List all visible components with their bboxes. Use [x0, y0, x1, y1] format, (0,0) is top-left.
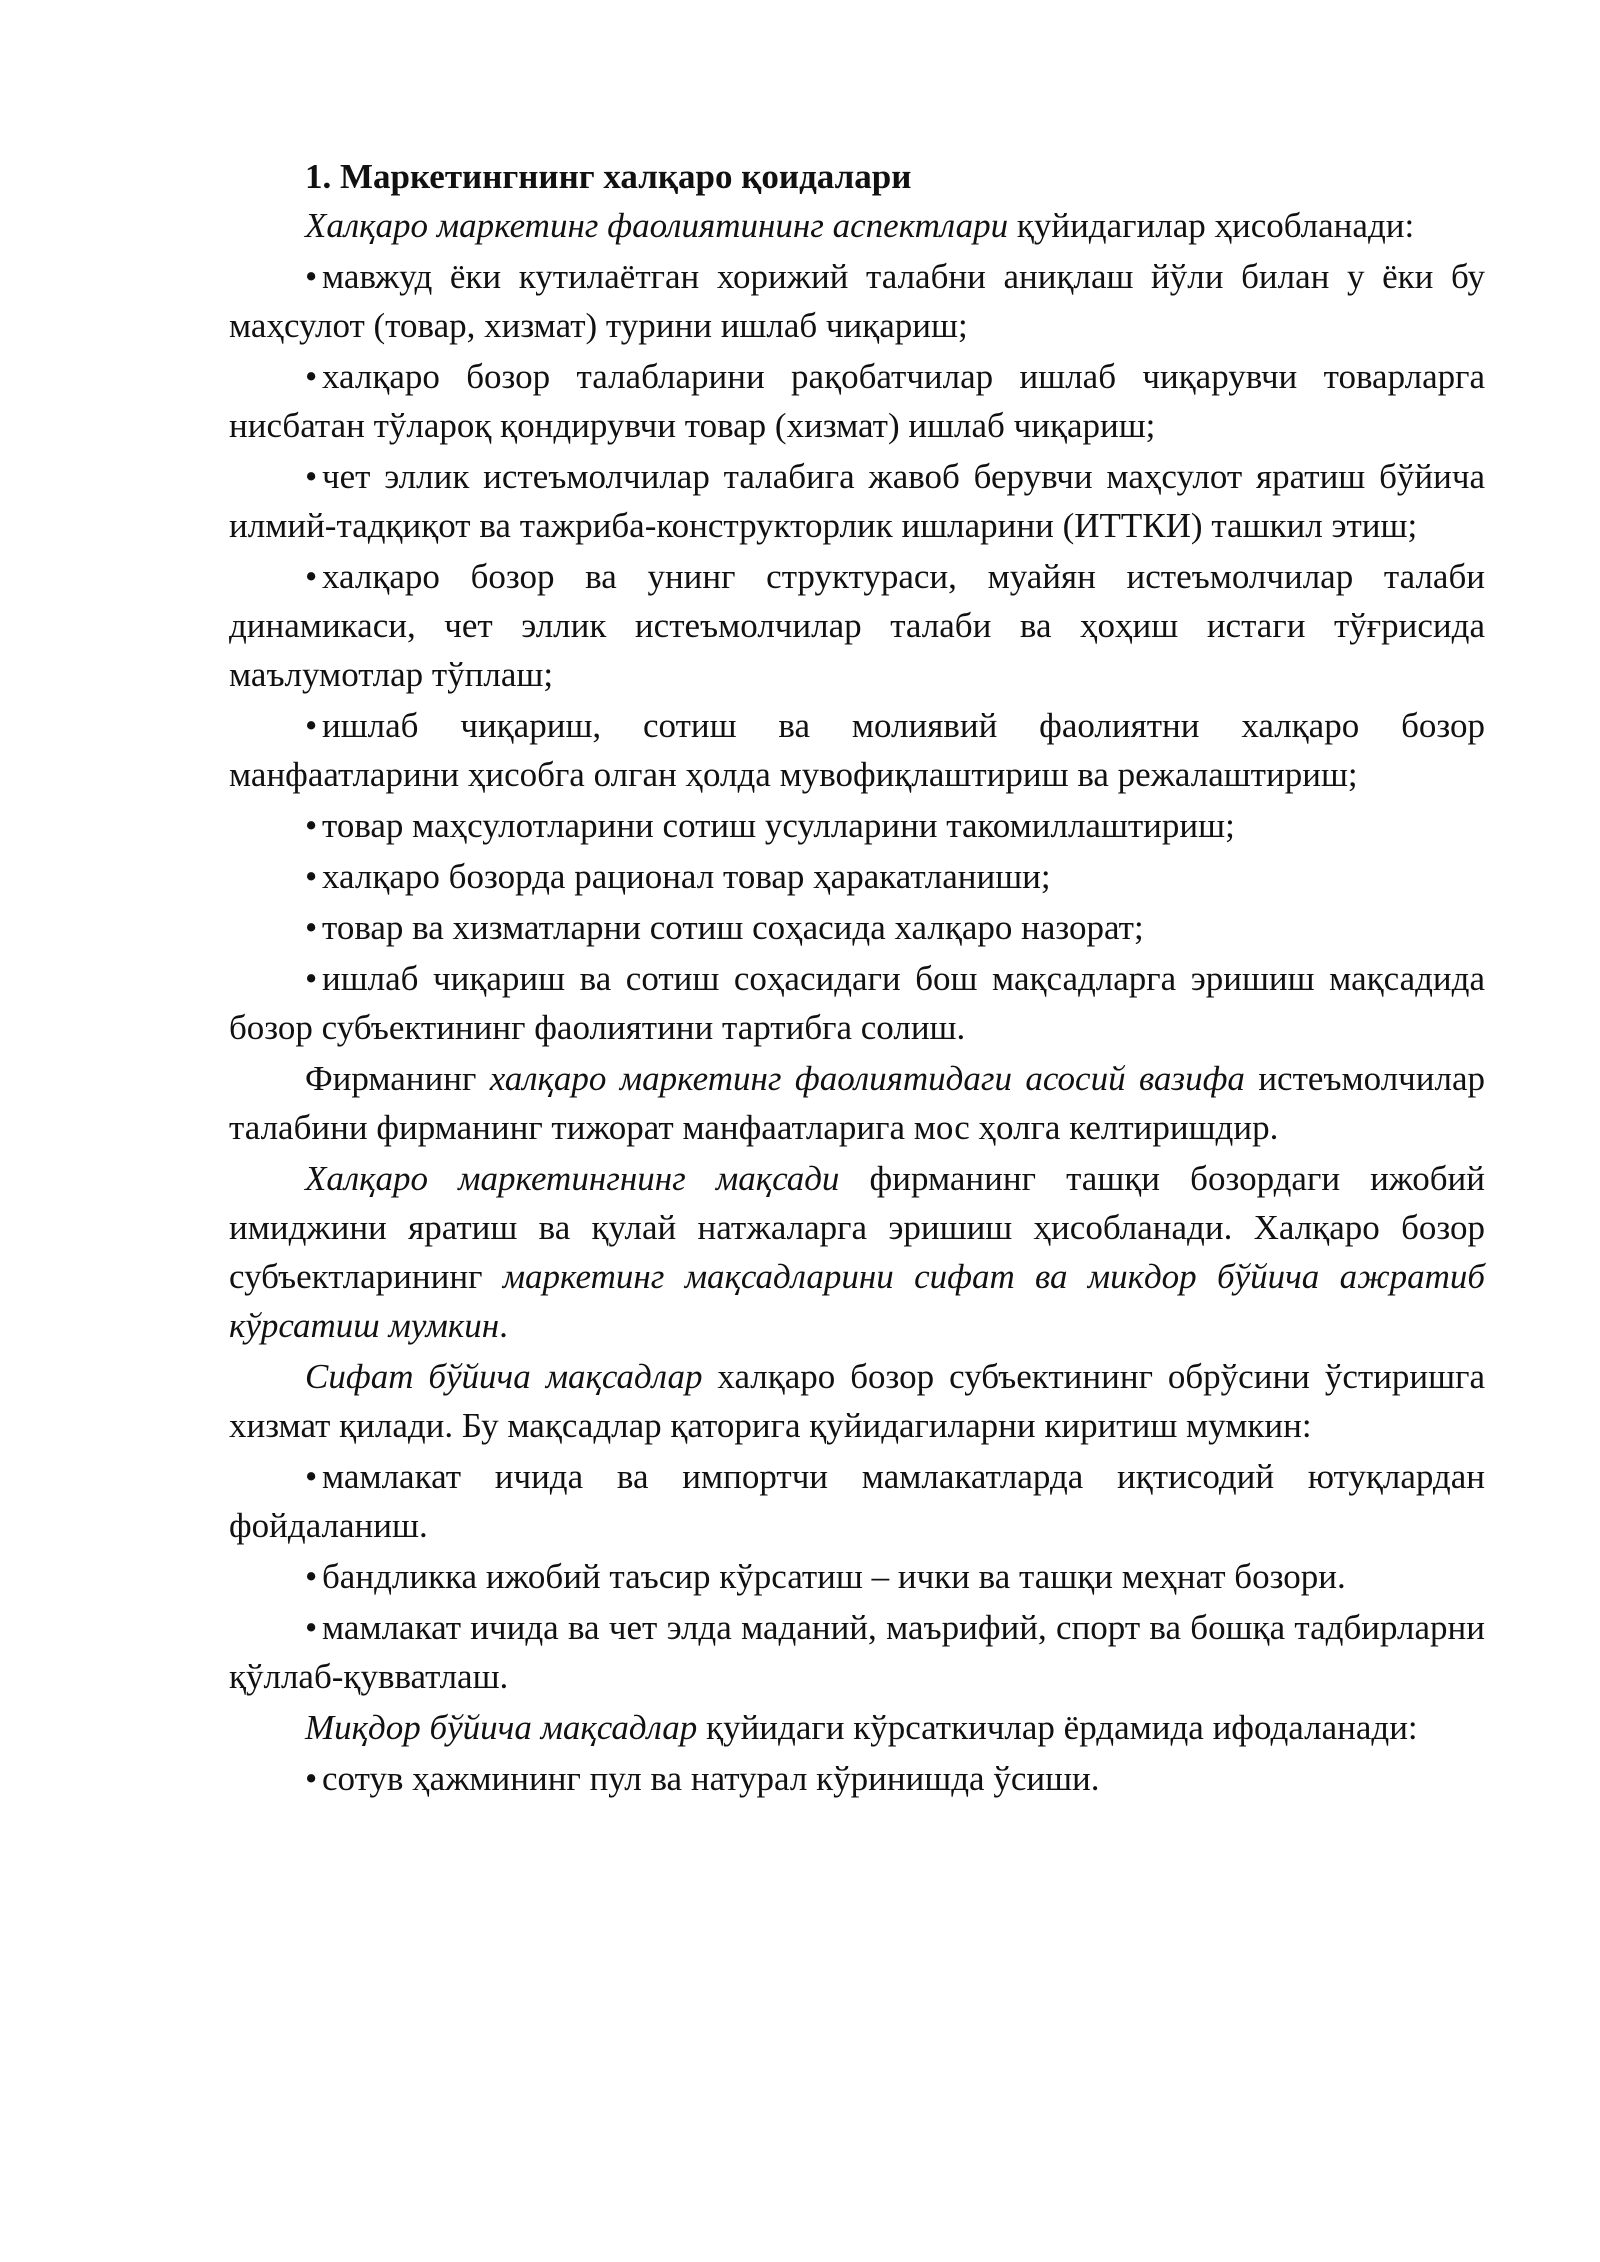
- bullet-icon: •: [305, 257, 318, 296]
- bullet-icon: •: [305, 357, 318, 396]
- list-item: [229, 1552, 1485, 1601]
- list-item-text: товар маҳсулотларини сотиш усулларини такомиллаштириш;: [322, 806, 1235, 845]
- task-paragraph: [229, 1054, 1485, 1152]
- task-italic: халқаро маркетинг фаолиятидаги асосий вазифа: [489, 1059, 1245, 1098]
- list-item-text: чет эллик истеъмолчилар талабига жавоб берувчи маҳсулот яратиш бўйича илмий-тадқиқот ва тажриба-конструкторлик ишларини (ИТТКИ) ташкил этиш;: [229, 457, 1485, 545]
- list-item-text: бандликка ижобий таъсир кўрсатиш – ички ва ташқи меҳнат бозори.: [322, 1557, 1346, 1596]
- bullet-icon: •: [305, 959, 318, 998]
- intro-italic: Халқаро маркетинг фаолиятининг аспектлари: [305, 206, 1009, 245]
- list-item-text: товар ва хизматларни сотиш соҳасида халқаро назорат;: [322, 908, 1144, 947]
- list-item: [229, 452, 1485, 550]
- goal-paragraph: [229, 1154, 1485, 1350]
- quality-rest: халқаро бозор субъектининг обрўсини ўстиришга хизмат қилади. Бу мақсадлар қаторига қуйидагиларни киритиш мумкин:: [229, 1357, 1485, 1445]
- bullet-icon: •: [305, 1759, 318, 1798]
- bullet-icon: •: [305, 557, 318, 596]
- intro-rest: қуйидагилар ҳисобланади:: [1008, 206, 1415, 245]
- list-item: [229, 252, 1485, 350]
- list-item: [229, 701, 1485, 799]
- list-item-text: мамлакат ичида ва чет элда маданий, маърифий, спорт ва бошқа тадбирларни қўллаб-қувватлаш.: [229, 1608, 1485, 1696]
- bullet-icon: •: [305, 857, 318, 896]
- goal-mid: фирманинг ташқи бозордаги ижобий имиджини яратиш ва қулай натжаларга эришиш ҳисобланади. Халқаро бозор субъектларининг: [229, 1159, 1485, 1296]
- task-rest: истеъмолчилар талабини фирманинг тижорат манфаатларига мос ҳолга келтиришдир.: [229, 1059, 1485, 1147]
- task-start: Фирманинг: [305, 1059, 490, 1098]
- list-item-text: мавжуд ёки кутилаётган хорижий талабни аниқлаш йўли билан у ёки бу маҳсулот (товар, хизмат) турини ишлаб чиқариш;: [229, 257, 1485, 345]
- list-item: [229, 1754, 1485, 1803]
- bullet-icon: •: [305, 1457, 318, 1496]
- bullet-icon: •: [305, 908, 318, 947]
- document-page: [229, 152, 1485, 1805]
- quality-italic: Сифат бўйича мақсадлар: [305, 1357, 703, 1396]
- list-item-text: халқаро бозор талабларини рақобатчилар ишлаб чиқарувчи товарларга нисбатан тўлароқ қондирувчи товар (хизмат) ишлаб чиқариш;: [229, 357, 1485, 445]
- bullet-icon: •: [305, 806, 318, 845]
- list-item: [229, 903, 1485, 952]
- list-item-text: халқаро бозорда рационал товар ҳаракатланиши;: [322, 857, 1051, 896]
- bullet-icon: •: [305, 457, 318, 496]
- list-item-text: сотув ҳажмининг пул ва натурал кўринишда ўсиши.: [322, 1759, 1100, 1798]
- quantity-paragraph: [229, 1703, 1485, 1752]
- list-item: [229, 801, 1485, 850]
- quantity-italic: Миқдор бўйича мақсадлар: [305, 1708, 698, 1747]
- bullet-icon: •: [305, 1608, 318, 1647]
- goal-italic-1: Халқаро маркетингнинг мақсади: [305, 1159, 840, 1198]
- bullet-icon: •: [305, 1557, 318, 1596]
- quantity-rest: қуйидаги кўрсаткичлар ёрдамида ифодаланади:: [697, 1708, 1418, 1747]
- list-item: [229, 1452, 1485, 1550]
- list-item-text: мамлакат ичида ва импортчи мамлакатларда иқтисодий ютуқлардан фойдаланиш.: [229, 1457, 1485, 1545]
- list-item-text: ишлаб чиқариш, сотиш ва молиявий фаолиятни халқаро бозор манфаатларини ҳисобга олган ҳолда мувофиқлаштириш ва режалаштириш;: [229, 706, 1485, 794]
- goal-italic-2: маркетинг мақсадларини сифат ва микдор бўйича ажратиб кўрсатиш мумкин: [229, 1257, 1485, 1345]
- intro-paragraph: [229, 201, 1485, 250]
- list-item: [229, 954, 1485, 1052]
- list-item-text: халқаро бозор ва унинг структураси, муайян истеъмолчилар талаби динамикаси, чет эллик истеъмолчилар талаби ва ҳоҳиш истаги тўғрисида маълумотлар тўплаш;: [229, 557, 1485, 694]
- list-item: [229, 1603, 1485, 1701]
- goal-end: .: [499, 1306, 508, 1345]
- list-item: [229, 552, 1485, 699]
- list-item: [229, 852, 1485, 901]
- list-item: [229, 352, 1485, 450]
- section-title: 1. Маркетингнинг халқаро қоидалари: [305, 157, 912, 196]
- bullet-icon: •: [305, 706, 318, 745]
- list-item-text: ишлаб чиқариш ва сотиш соҳасидаги бош мақсадларга эришиш мақсадида бозор субъектининг фаолиятини тартибга солиш.: [229, 959, 1485, 1047]
- quality-paragraph: [229, 1352, 1485, 1450]
